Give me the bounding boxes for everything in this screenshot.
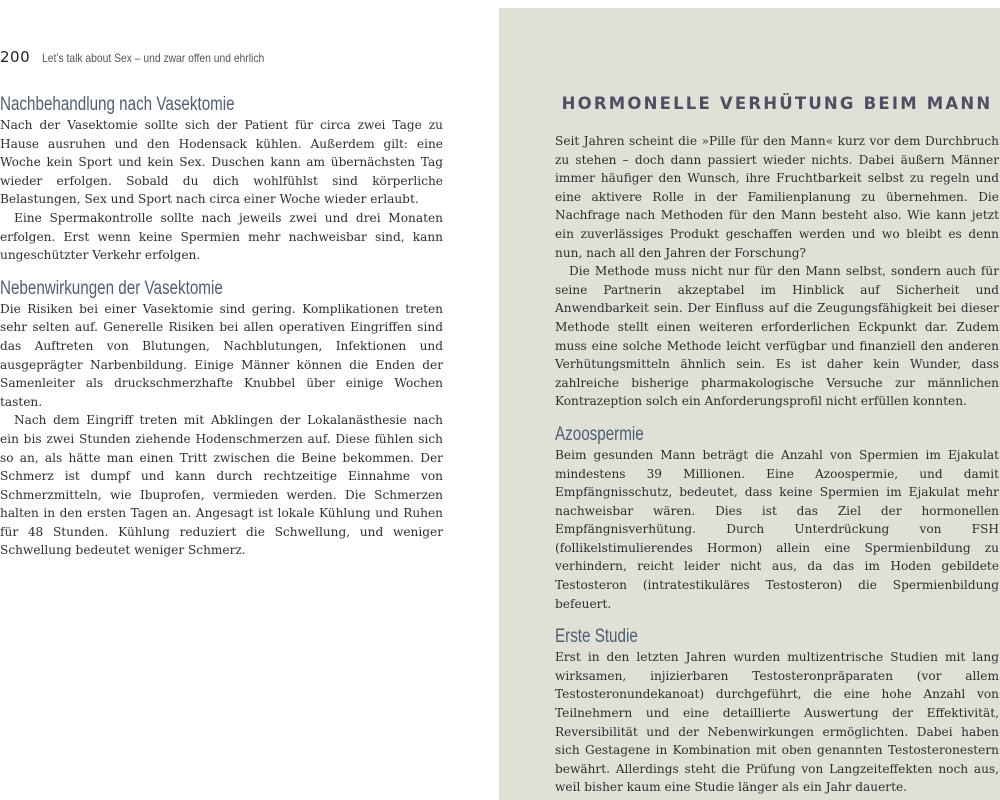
page-number: 200 bbox=[0, 48, 31, 66]
page-header bbox=[0, 48, 301, 66]
info-box-content bbox=[555, 94, 999, 797]
paragraph: Erst in den letzten Jahren wurden multizentrische Studien mit lang wirksamen, injizierbaren Testosteronpräparaten (vor allem Testosteronundekanoat) durchgeführt, die eine hohe Anzahl von Teilnehmern und eine detaillierte Auswertung der Effektivität, Reversibilität und der Nebenwirkungen ermöglichten. Dabei haben sich Gestagene in Kombination mit oben genannten Testosteronestern bewährt. Allerdings steht die Prüfung von Langzeiteffekten noch aus, weil bisher kaum eine Studie länger als ein Jahr dauerte. bbox=[555, 650, 999, 795]
paragraph: Die Risiken bei einer Vasektomie sind gering. Komplikationen treten sehr selten auf. Generelle Risiken bei allen operativen Eingriffen sind das Auftreten von Blutungen, Nachblutungen, Infektionen und ausgeprägter Narbenbildung. Einige Männer können die Enden der Samenleiter als druckschmerzhafte Knubbel über einige Wochen tasten. bbox=[0, 301, 443, 409]
section-heading: Nebenwirkungen der Vasektomie bbox=[0, 277, 223, 299]
running-title: Let’s talk about Sex – und zwar offen und ehrlich bbox=[42, 51, 265, 65]
paragraph: Die Methode muss nicht nur für den Mann selbst, sondern auch für seine Partnerin akzeptabel im Hinblick auf Sicherheit und Anwendbarkeit sein. Der Einfluss auf die Zeugungsfähigkeit bei dieser Methode stellt einen weiteren erforderlichen Eckpunkt dar. Zudem muss eine solche Methode leicht verfügbar und finanziell den anderen Verhütungsmitteln ähnlich sein. Es ist daher kein Wunder, dass zahlreiche bisherige pharmakologische Versuche zur männlichen Kontrazeption solch ein Anforderungsprofil nicht erfüllen konnten. bbox=[555, 264, 999, 409]
paragraph: Nach der Vasektomie sollte sich der Patient für circa zwei Tage zu Hause ausruhen und den Hodensack kühlen. Außerdem gilt: eine Woche kein Sport und kein Sex. Duschen kann am übernächsten Tag wieder erfolgen. Sobald du dich wohlfühlst sind körperliche Belastungen, Sex und Sport nach circa einer Woche wieder erlaubt. bbox=[0, 118, 443, 207]
section-heading: Azoospermie bbox=[555, 423, 644, 445]
paragraph: Seit Jahren scheint die »Pille für den Mann« kurz vor dem Durchbruch zu stehen – doch dann passiert wieder nichts. Dabei äußern Männer immer häufiger den Wunsch, ihre Fruchtbarkeit selbst zu regeln und eine aktivere Rolle in der Familienplanung zu übernehmen. Die Nachfrage nach Methoden für den Mann besteht also. Wie kann jetzt ein zuverlässiges Produkt geschaffen werden und wo bleibt es denn nun, nach all den Jahren der Forschung? bbox=[555, 134, 999, 260]
info-box-title: HORMONELLE VERHÜTUNG BEIM MANN bbox=[561, 94, 993, 113]
left-column bbox=[0, 95, 443, 560]
info-box bbox=[499, 8, 1000, 800]
paragraph: Eine Spermakontrolle sollte nach jeweils zwei und drei Monaten erfolgen. Erst wenn keine Spermien mehr nachweisbar sind, kann ungeschützter Verkehr erfolgen. bbox=[0, 210, 443, 263]
section-heading: Nachbehandlung nach Vasektomie bbox=[0, 94, 235, 115]
paragraph: Nach dem Eingriff treten mit Abklingen der Lokalanästhesie nach ein bis zwei Stunden ziehende Hodenschmerzen auf. Diese fühlen sich so an, als hätte man einen Tritt zwischen die Beine bekommen. Der Schmerz ist dumpf und kann durch rechtzeitige Einnahme von Schmerzmitteln, wie Ibuprofen, vermieden werden. Die Schmerzen halten in den ersten Tagen an. Angesagt ist lokale Kühlung und Ruhen für 48 Stunden. Kühlung reduziert die Schwellung, und weniger Schwellung bedeutet weniger Schmerz. bbox=[0, 413, 443, 558]
section-heading: Erste Studie bbox=[555, 626, 638, 648]
paragraph: Beim gesunden Mann beträgt die Anzahl von Spermien im Ejakulat mindestens 39 Millionen. Eine Azoospermie, und damit Empfängnisschutz, bedeutet, dass keine Spermien im Ejakulat mehr nachweisbar wären. Dies ist das Ziel der hormonellen Empfängnisverhütung. Durch Unterdrückung von FSH (follikelstimulierendes Hormon) allein eine Spermienbildung zu verhindern, reicht leider nicht aus, da das im Hoden gebildete Testosteron (intratestikuläres Testosteron) die Spermienbildung befeuert. bbox=[555, 447, 999, 611]
